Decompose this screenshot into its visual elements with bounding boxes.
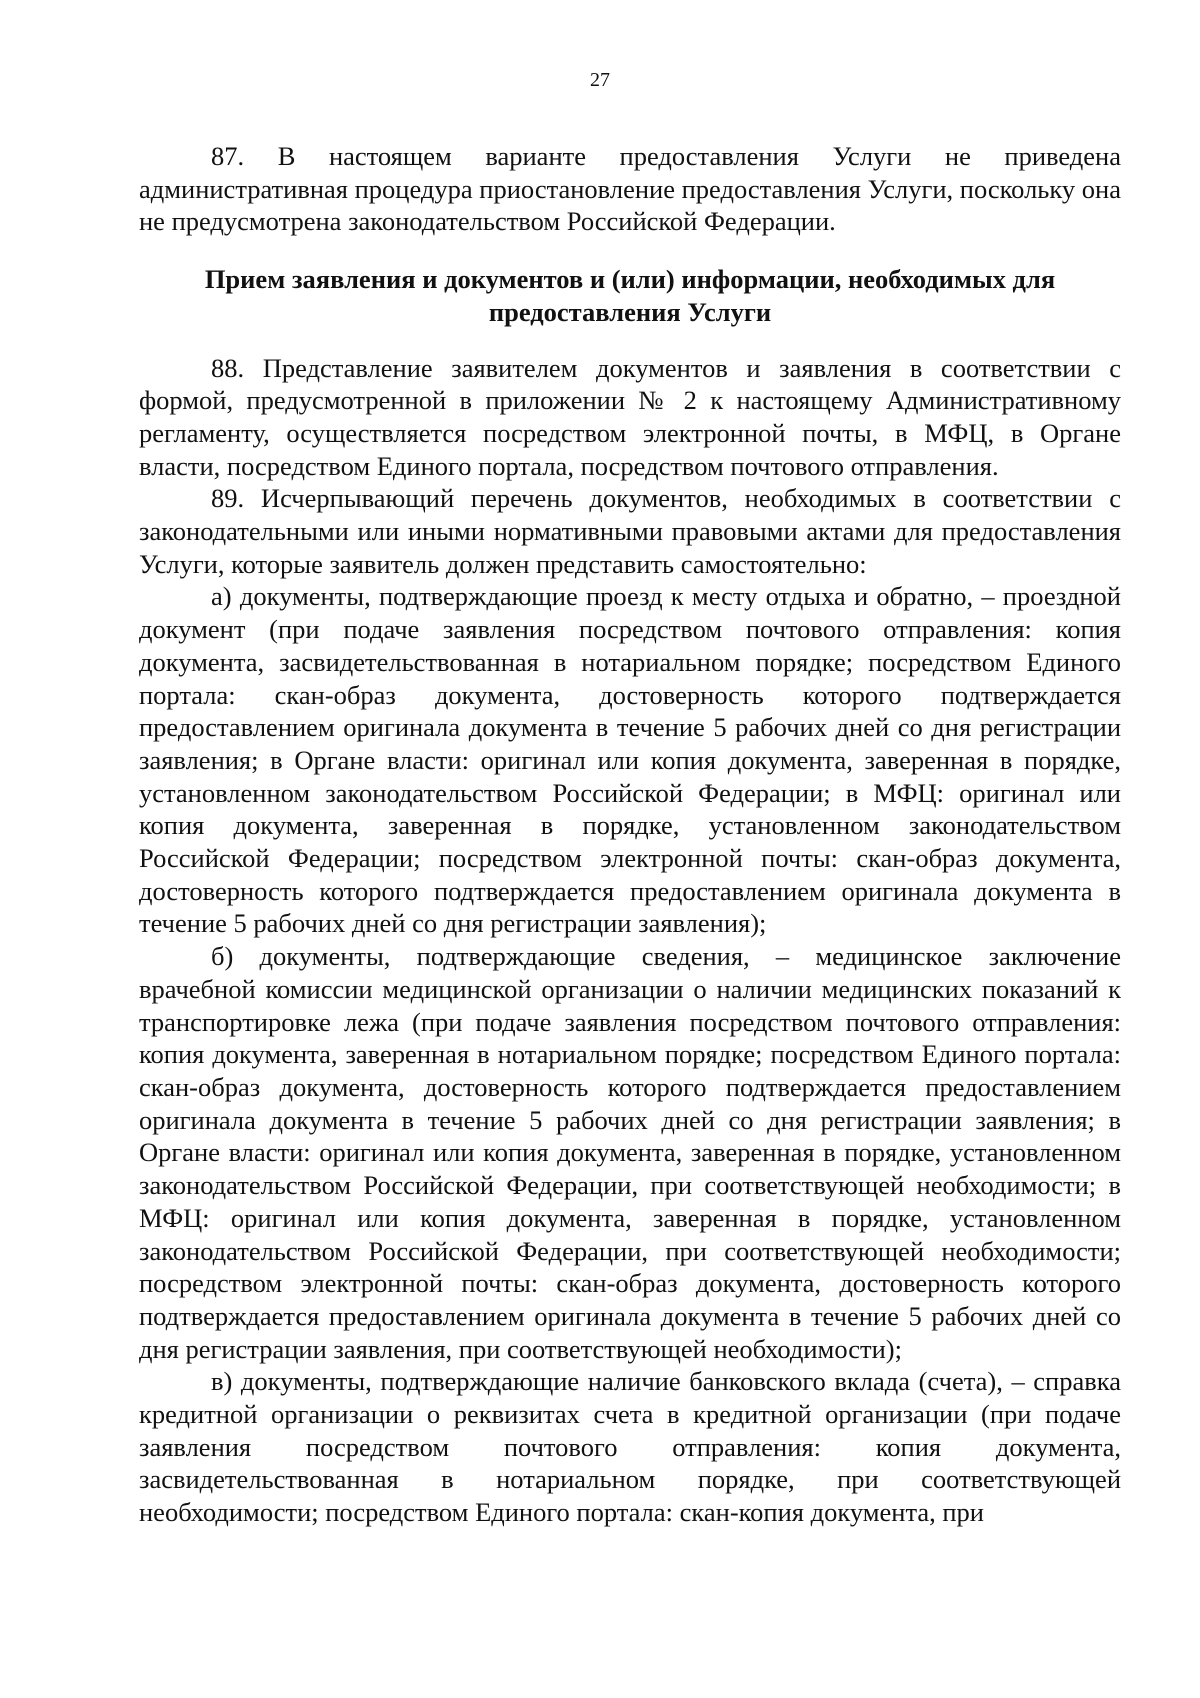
- paragraph-87: 87. В настоящем варианте предоставления Услуги не приведена административная процедура приостановление предоставления Услуги, поскольку она не предусмотрена законодательством Российской Федерации.: [139, 141, 1121, 237]
- paragraph-89-b: б) документы, подтверждающие сведения, – медицинское заключение врачебной комиссии медицинской организации о наличии медицинских показаний к транспортировке лежа (при подаче заявления посредством почтового отправления: копия документа, заверенная в нотариальном порядке; посредством Единого портала: скан-образ документа, достоверность которого подтверждается предоставлением оригинала документа в течение 5 рабочих дней со дня регистрации заявления; в Органе власти: оригинал или копия документа, заверенная в порядке, установленном законодательством Российской Федерации, при соответствующей необходимости; в МФЦ: оригинал или копия документа, заверенная в порядке, установленном законодательством Российской Федерации, при соответствующей необходимости; посредством электронной почты: скан-образ документа, достоверность которого подтверждается предоставлением оригинала документа в течение 5 рабочих дней со дня регистрации заявления, при соответствующей необходимости);: [139, 941, 1121, 1364]
- page-number: 27: [590, 69, 610, 91]
- section-heading: Прием заявления и документов и (или) информации, необходимых для предоставления Услуги: [204, 264, 1056, 327]
- paragraph-89-a: а) документы, подтверждающие проезд к месту отдыха и обратно, – проездной документ (при подаче заявления посредством почтового отправления: копия документа, засвидетельствованная в нотариальном порядке; посредством Единого портала: скан-образ документа, достоверность которого подтверждается предоставлением оригинала документа в течение 5 рабочих дней со дня регистрации заявления; в Органе власти: оригинал или копия документа, заверенная в порядке, установленном законодательством Российской Федерации; в МФЦ: оригинал или копия документа, заверенная в порядке, установленном законодательством Российской Федерации; посредством электронной почты: скан-образ документа, достоверность которого подтверждается предоставлением оригинала документа в течение 5 рабочих дней со дня регистрации заявления);: [139, 581, 1121, 939]
- document-body: [139, 140, 1121, 1529]
- paragraph-89-v: в) документы, подтверждающие наличие банковского вклада (счета), – справка кредитной организации о реквизитах счета в кредитной организации (при подаче заявления посредством почтового отправления: копия документа, засвидетельствованная в нотариальном порядке, при соответствующей необходимости; посредством Единого портала: скан-копия документа, при: [139, 1366, 1121, 1528]
- paragraph-89: 89. Исчерпывающий перечень документов, необходимых в соответствии с законодательными или иными нормативными правовыми актами для предоставления Услуги, которые заявитель должен представить самостоятельно:: [139, 483, 1121, 579]
- paragraph-88: 88. Представление заявителем документов и заявления в соответствии с формой, предусмотренной в приложении № 2 к настоящему Административному регламенту, осуществляется посредством электронной почты, в МФЦ, в Органе власти, посредством Единого портала, посредством почтового отправления.: [139, 352, 1121, 481]
